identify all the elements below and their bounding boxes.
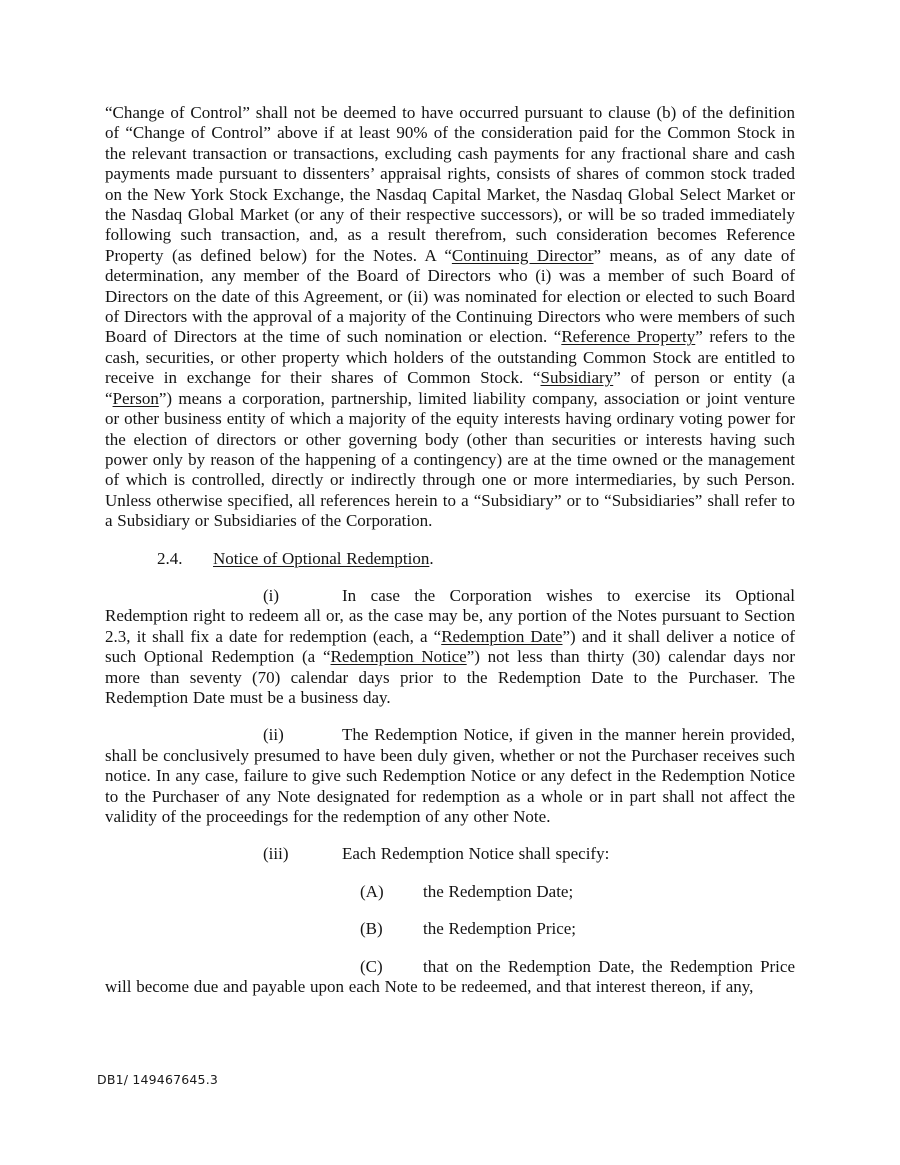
item-a-paragraph	[105, 882, 795, 902]
item-c-text: that on the Redemption Date, the Redemption Price will become due and payable upon each Note to be redeemed, and that interest thereon, if any,	[105, 956, 795, 997]
item-b-paragraph	[105, 919, 795, 939]
footer-doc-id: DB1/ 149467645.3	[97, 1072, 219, 1087]
clause-i-label: (i)	[263, 585, 280, 605]
clause-iii-paragraph	[105, 844, 795, 864]
definitions-paragraph: “Change of Control” shall not be deemed to have occurred pursuant to clause (b) of the definition of “Change of Control” above if at least 90% of the consideration paid for the Common Stock in the relevant transaction or transactions, excluding cash payments for any fractional share and cash payments made pursuant to dissenters’ appraisal rights, consists of shares of common stock traded on the New York Stock Exchange, the Nasdaq Capital Market, the Nasdaq Global Select Market or the Nasdaq Global Market (or any of their respective successors), or will be so traded immediately following such transaction, and, as a result therefrom, such consideration becomes Reference Property (as defined below) for the Notes. A “Continuing Director” means, as of any date of determination, any member of the Board of Directors who (i) was a member of such Board of Directors on the date of this Agreement, or (ii) was nominated for election or elected to such Board of Directors with the approval of a majority of the Continuing Directors who were members of such Board of Directors at the time of such nomination or election. “Reference Property” refers to the cash, securities, or other property which holders of the outstanding Common Stock are entitled to receive in exchange for their shares of Common Stock. “Subsidiary” of person or entity (a “Person”) means a corporation, partnership, limited liability company, association or joint venture or other business entity of which a majority of the equity interests having ordinary voting power for the election of directors or other governing body (other than securities or interests having such power only by reason of the happening of a contingency) are at the time owned or the management of which is controlled, directly or indirectly through one or more intermediaries, by such Person. Unless otherwise specified, all references herein to a “Subsidiary” or to “Subsidiaries” shall refer to a Subsidiary or Subsidiaries of the Corporation.	[105, 103, 796, 531]
section-heading	[105, 549, 795, 569]
page-body	[105, 103, 795, 997]
item-a-label: (A)	[360, 881, 384, 901]
clause-ii-text: The Redemption Notice, if given in the manner herein provided, shall be conclusively presumed to have been duly given, whether or not the Purchaser receives such notice. In any case, failure to give such Redemption Notice or any defect in the Redemption Notice to the Purchaser of any Note designated for redemption as a whole or in part shall not affect the validity of the proceedings for the redemption of any other Note.	[105, 725, 795, 826]
item-b-label: (B)	[360, 919, 383, 939]
clause-i-text: In case the Corporation wishes to exercise its Optional Redemption right to redeem all or, as the case may be, any portion of the Notes pursuant to Section 2.3, it shall fix a date for redemption (each, a “Redemption Date”) and it shall deliver a notice of such Optional Redemption (a “Redemption Notice”) not less than thirty (30) calendar days nor more than seventy (70) calendar days prior to the Redemption Date to the Purchaser. The Redemption Date must be a business day.	[105, 585, 795, 707]
section-number: 2.4.	[157, 548, 183, 568]
section-title: Notice of Optional Redemption.	[213, 548, 434, 568]
item-c-paragraph	[105, 957, 795, 998]
item-c-label: (C)	[360, 956, 383, 976]
item-a-text: the Redemption Date;	[423, 881, 574, 901]
clause-ii-paragraph	[105, 725, 795, 827]
clause-iii-text: Each Redemption Notice shall specify:	[342, 844, 610, 864]
clause-ii-label: (ii)	[263, 725, 284, 745]
clause-i-paragraph	[105, 586, 795, 708]
clause-iii-label: (iii)	[263, 844, 289, 864]
item-b-text: the Redemption Price;	[423, 919, 577, 939]
